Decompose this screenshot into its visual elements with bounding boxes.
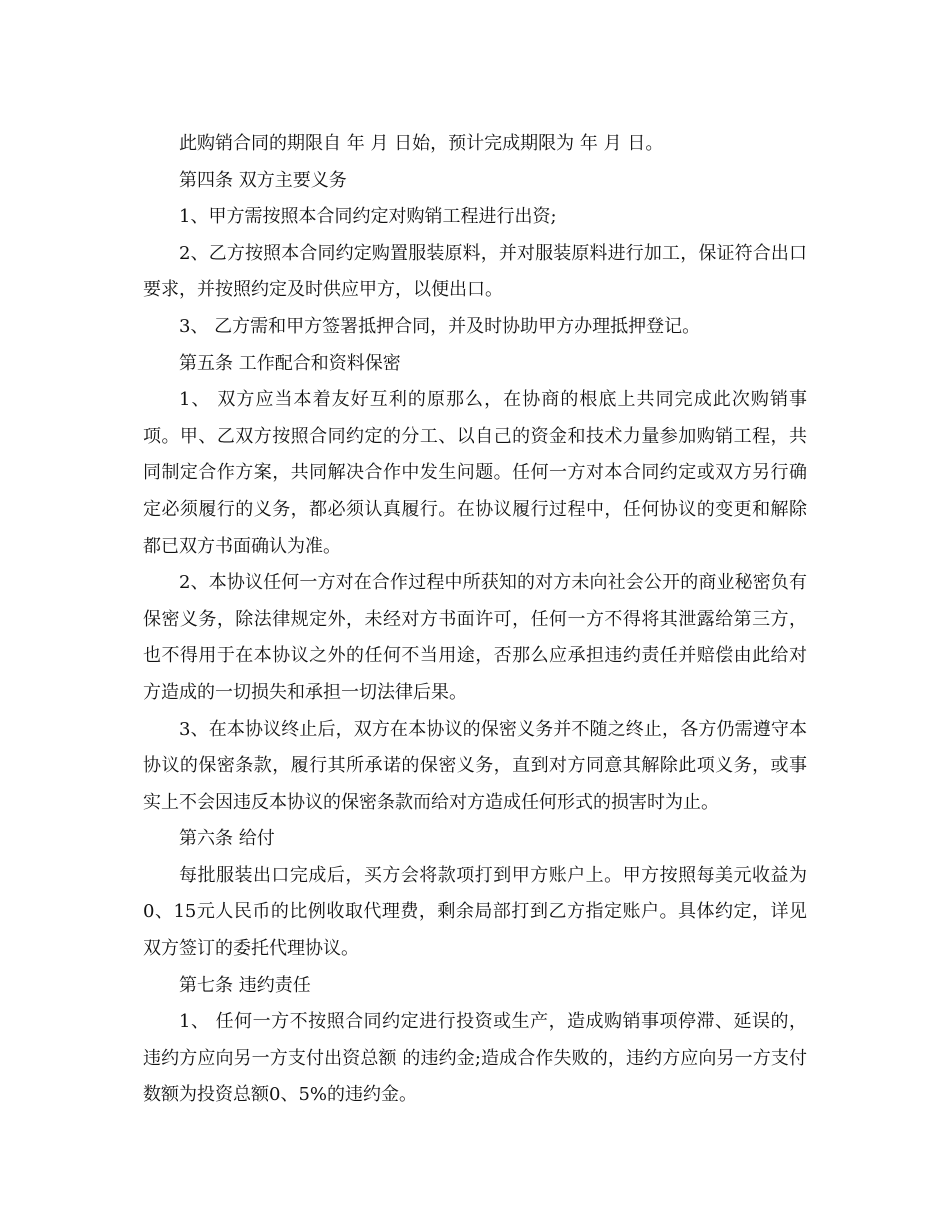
heading-article-6: 第六条 给付 xyxy=(179,828,275,850)
heading-article-4: 第四条 双方主要义务 xyxy=(179,169,347,191)
paragraph-article-5-item-3: 3、在本协议终止后，双方在本协议的保密义务并不随之终止，各方仍需遵守本协议的保密条款，履行其所承诺的保密义务，直到对方同意其解除此项义务，或事实上不会因违反本协议的保密条款而给对方造成任何形式的损害时为止。 xyxy=(143,718,807,813)
paragraph-article-5-item-2: 2、本协议任何一方对在合作过程中所获知的对方未向社会公开的商业秘密负有保密义务，除法律规定外，未经对方书面许可，任何一方不得将其泄露给第三方，也不得用于在本协议之外的任何不当用途，否那么应承担违约责任并赔偿由此给对方造成的一切损失和承担一切法律后果。 xyxy=(143,572,807,703)
paragraph-article-4-item-3: 3、 乙方需和甲方签署抵押合同，并及时协助甲方办理抵押登记。 xyxy=(179,315,701,337)
paragraph-article-4-item-1: 1、甲方需按照本合同约定对购销工程进行出资; xyxy=(179,206,557,228)
paragraph-article-6: 每批服装出口完成后，买方会将款项打到甲方账户上。甲方按照每美元收益为0、15元人民币的比例收取代理费，剩余局部打到乙方指定账户。具体约定，详见双方签订的委托代理协议。 xyxy=(143,864,807,960)
paragraph-article-5-item-1: 1、 双方应当本着友好互利的原那么，在协商的根底上共同完成此次购销事项。甲、乙双方按照合同约定的分工、以自己的资金和技术力量参加购销工程，共同制定合作方案，共同解决合作中发生问题。任何一方对本合同约定或双方另行确定必须履行的义务，都必须认真履行。在协议履行过程中，任何协议的变更和解除都已双方书面确认为准。 xyxy=(143,389,807,557)
paragraph-article-4-item-2: 2、乙方按照本合同约定购置服装原料，并对服装原料进行加工，保证符合出口要求，并按照约定及时供应甲方，以便出口。 xyxy=(143,242,807,301)
heading-article-7: 第七条 违约责任 xyxy=(179,974,311,996)
paragraph-contract-term: 此购销合同的期限自 年 月 日始，预计完成期限为 年 月 日。 xyxy=(179,133,664,154)
paragraph-article-7-item-1: 1、 任何一方不按照合同约定进行投资或生产，造成购销事项停滞、延误的，违约方应向另一方支付出资总额 的违约金;造成合作失败的，违约方应向另一方支付数额为投资总额0、5%的违约金。 xyxy=(143,1011,807,1106)
document-body xyxy=(143,126,807,1114)
heading-article-5: 第五条 工作配合和资料保密 xyxy=(179,352,401,374)
